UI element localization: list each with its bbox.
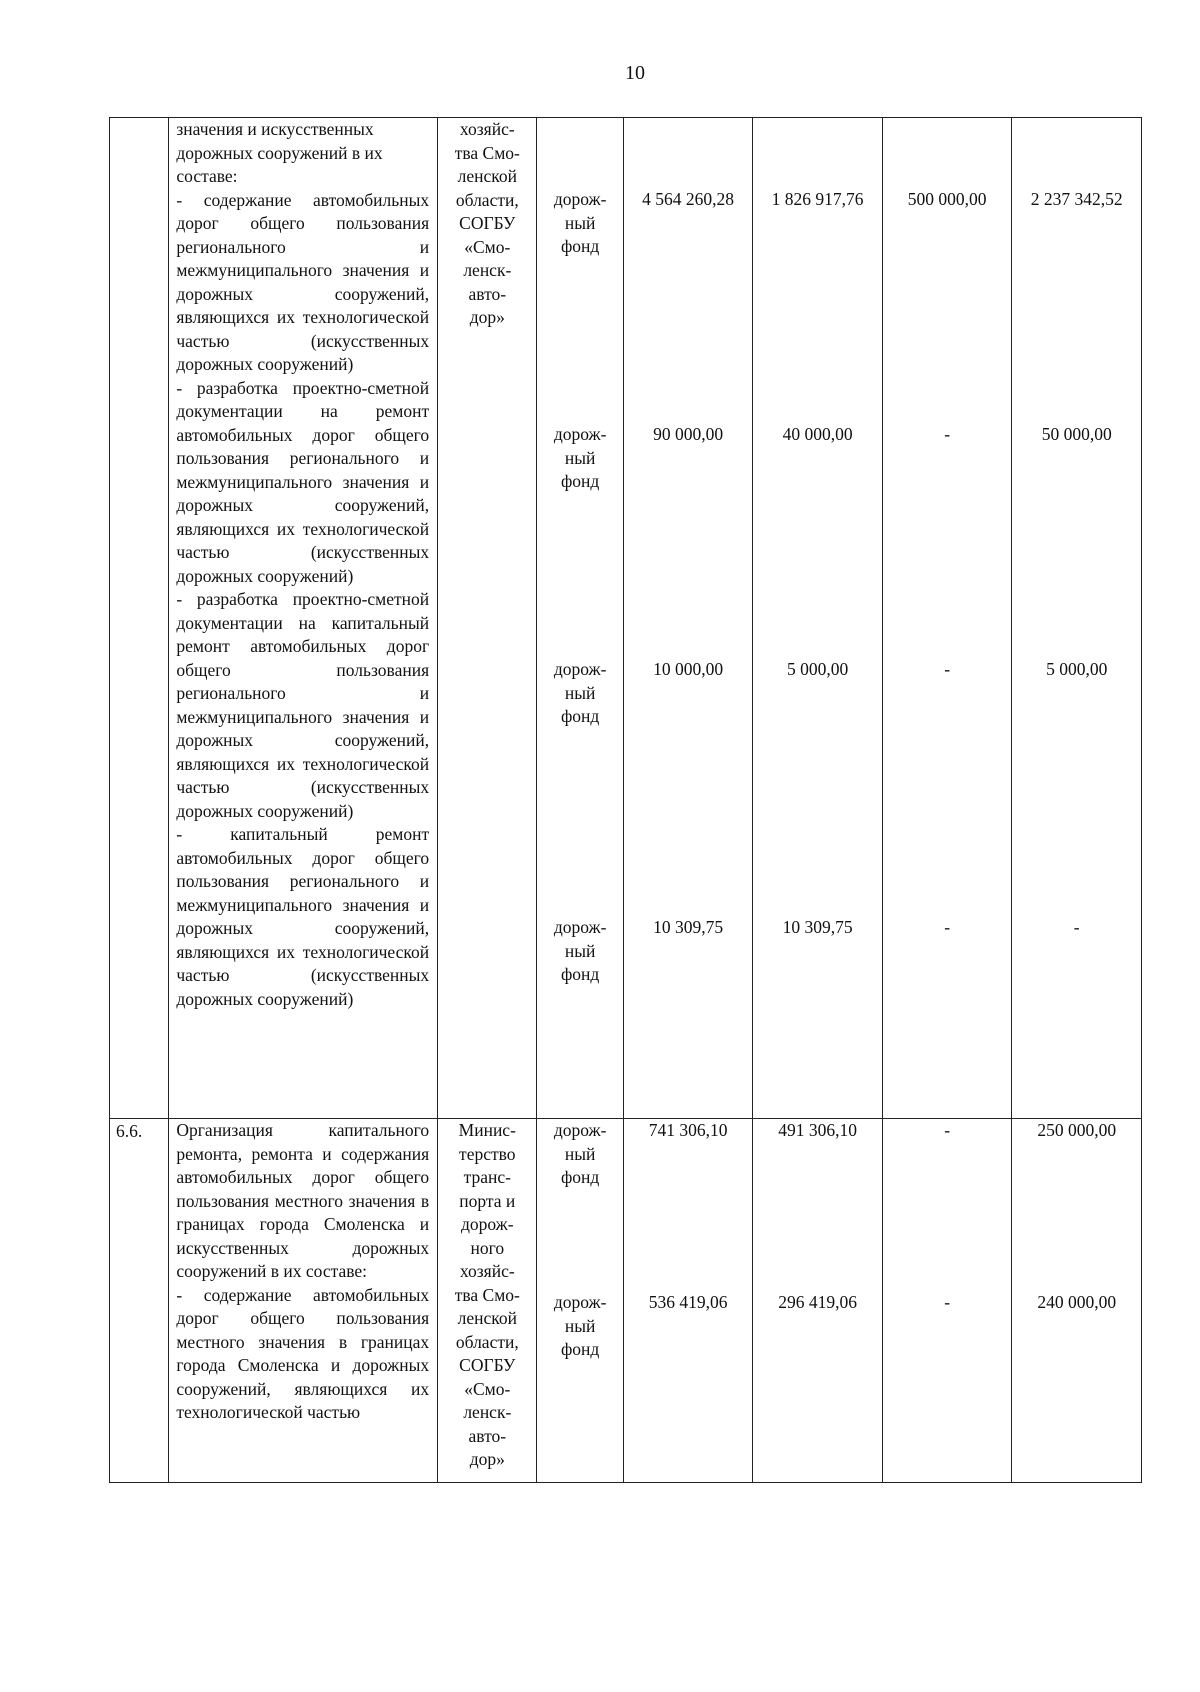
year1-value: 296 419,06 (778, 1292, 857, 1312)
description-item: - разработка проектно-сметной документации на ремонт автомобильных дорог общего пользования регионального и межмуниципального значения и дорожных сооружений, являющихся их технологической частью (искусственных дорожных сооружений) (176, 377, 430, 586)
year3-value: 240 000,00 (1037, 1292, 1117, 1312)
page-number: 10 (625, 62, 645, 84)
total-column (623, 118, 753, 1119)
year2-value: - (944, 1120, 951, 1140)
year1-column (753, 1119, 883, 1483)
funding-source: дорож- ный фонд (553, 917, 607, 984)
year3-value: - (1073, 917, 1080, 937)
responsible-executor (438, 118, 537, 1119)
row-number: 6.6. (110, 1119, 169, 1483)
funding-source-column (537, 1119, 623, 1483)
measures-table (109, 117, 1142, 1483)
total-value: 4 564 260,28 (642, 189, 735, 209)
year1-value: 10 309,75 (782, 917, 853, 937)
year3-value: 5 000,00 (1046, 659, 1108, 679)
year1-value: 491 306,10 (778, 1120, 857, 1140)
year2-column (882, 118, 1012, 1119)
year2-value: - (944, 424, 951, 444)
row-description (169, 1119, 438, 1483)
year2-column (882, 1119, 1012, 1483)
year3-value: 250 000,00 (1037, 1120, 1117, 1140)
year1-value: 5 000,00 (786, 659, 849, 679)
year3-value: 50 000,00 (1041, 424, 1112, 444)
year3-column (1012, 118, 1142, 1119)
responsible-text: Минис- терство транс- порта и дорож- ного хозяйс- тва Смо- ленской области, СОГБУ «Смо- ленск- авто- дор» (454, 1120, 520, 1469)
description-item: - содержание автомобильных дорог общего пользования регионального и межмуниципального значения и дорожных сооружений, являющихся их технологической частью (искусственных дорожных сооружений) (176, 189, 430, 374)
description-item: - разработка проектно-сметной документации на капитальный ремонт автомобильных дорог общего пользования регионального и межмуниципального значения и дорожных сооружений, являющихся их технологической частью (искусственных дорожных сооружений) (176, 589, 430, 821)
total-value: 90 000,00 (653, 424, 724, 444)
year1-column (753, 118, 883, 1119)
funding-source: дорож- ный фонд (553, 659, 607, 726)
year1-value: 1 826 917,76 (771, 189, 864, 209)
table-row (110, 1119, 1142, 1483)
funding-source-column (537, 118, 623, 1119)
year1-value: 40 000,00 (782, 424, 853, 444)
responsible-executor (438, 1119, 537, 1483)
responsible-text: хозяйс- тва Смо- ленской области, СОГБУ «Смо- ленск- авто- дор» (454, 119, 520, 327)
row-description (169, 118, 438, 1119)
funding-source: дорож- ный фонд (553, 1120, 607, 1187)
total-value: 741 306,10 (648, 1120, 728, 1140)
year2-value: - (944, 1292, 951, 1312)
description-item: значения и искусственных дорожных сооружений в их составе: (176, 119, 383, 186)
year2-value: 500 000,00 (907, 189, 987, 209)
total-value: 10 000,00 (653, 659, 724, 679)
year2-value: - (944, 917, 951, 937)
total-column (623, 1119, 753, 1483)
total-value: 536 419,06 (648, 1292, 728, 1312)
table-row (110, 118, 1142, 1119)
funding-source: дорож- ный фонд (553, 424, 607, 491)
year3-column (1012, 1119, 1142, 1483)
year2-value: - (944, 659, 951, 679)
description-item: Организация капитального ремонта, ремонта и содержания автомобильных дорог общего пользования местного значения в границах города Смоленска и искусственных дорожных сооружений в их составе: (176, 1120, 430, 1281)
description-item: - содержание автомобильных дорог общего пользования местного значения в границах города Смоленска и дорожных сооружений, являющихся их технологической частью (176, 1284, 430, 1422)
row-number (110, 118, 169, 1119)
year3-value: 2 237 342,52 (1030, 189, 1123, 209)
total-value: 10 309,75 (653, 917, 724, 937)
description-item: - капитальный ремонт автомобильных дорог общего пользования регионального и межмуниципального значения и дорожных сооружений, являющихся их технологической частью (искусственных дорожных сооружений) (176, 824, 430, 1009)
funding-source: дорож- ный фонд (553, 1292, 607, 1359)
funding-source: дорож- ный фонд (553, 189, 607, 256)
